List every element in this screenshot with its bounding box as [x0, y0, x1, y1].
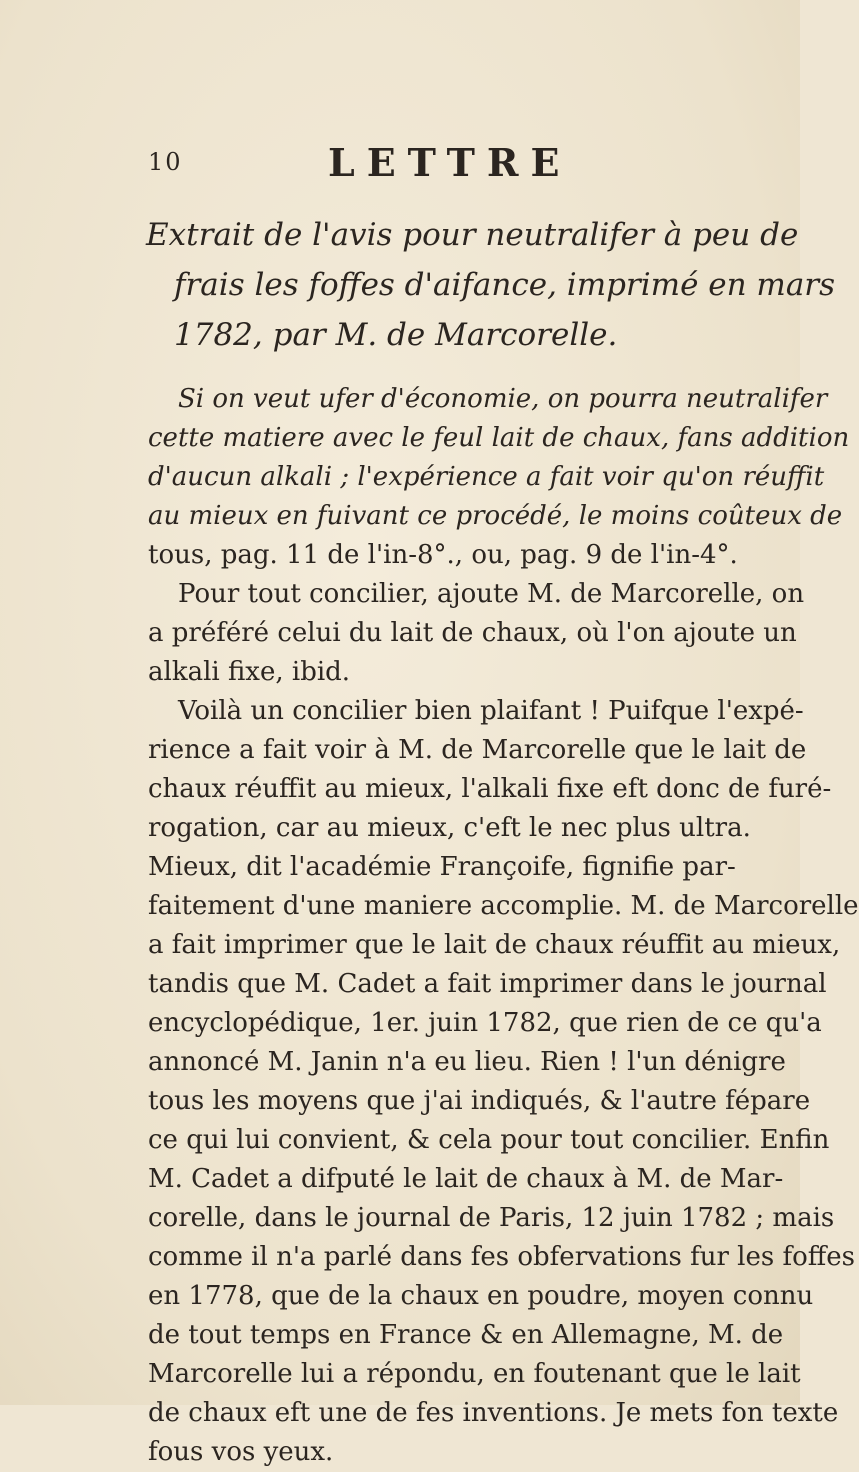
extract-heading	[146, 210, 836, 360]
page-header	[148, 140, 748, 190]
text-line: en 1778, que de la chaux en poudre, moyen connu	[148, 1281, 814, 1311]
text-line: au mieux en fuivant ce procédé, le moins coûteux de	[148, 501, 843, 531]
text-line: de tout temps en France & en Allemagne, M. de	[148, 1320, 784, 1350]
text-line: de chaux eft une de fes inventions. Je mets fon texte	[148, 1398, 839, 1428]
extract-heading-line: Extrait de l'avis pour neutralifer à peu de	[146, 217, 799, 253]
text-line: tous, pag. 11 de l'in-8°., ou, pag. 9 de l'in-4°.	[148, 540, 738, 570]
text-line: ce qui lui convient, & cela pour tout concilier. Enfin	[148, 1125, 830, 1155]
text-line: tandis que M. Cadet a fait imprimer dans le journal	[148, 969, 827, 999]
text-line: corelle, dans le journal de Paris, 12 juin 1782 ; mais	[148, 1203, 835, 1233]
text-line: Voilà un concilier bien plaifant ! Puifque l'expé-	[178, 696, 804, 726]
text-line: encyclopédique, 1er. juin 1782, que rien de ce qu'a	[148, 1008, 822, 1038]
text-line: Si on veut ufer d'économie, on pourra neutralifer	[178, 384, 828, 414]
text-line: a préféré celui du lait de chaux, où l'on ajoute un	[148, 618, 797, 648]
text-line: comme il n'a parlé dans fes obfervations fur les foffes	[148, 1242, 855, 1272]
text-line: d'aucun alkali ; l'expérience a fait voir qu'on réuffit	[148, 462, 825, 492]
running-title: LETTRE	[328, 140, 572, 185]
text-line: M. Cadet a difputé le lait de chaux à M. de Mar-	[148, 1164, 784, 1194]
text-line: tous les moyens que j'ai indiqués, & l'autre fépare	[148, 1086, 811, 1116]
text-line: Pour tout concilier, ajoute M. de Marcorelle, on	[178, 579, 805, 609]
text-line: a fait imprimer que le lait de chaux réuffit au mieux,	[148, 930, 841, 960]
extract-heading-line: 1782, par M. de Marcorelle.	[174, 317, 618, 353]
text-line: cette matiere avec le feul lait de chaux, fans addition	[148, 423, 850, 453]
text-line: annoncé M. Janin n'a eu lieu. Rien ! l'un dénigre	[148, 1047, 786, 1077]
text-line: fous vos yeux.	[148, 1437, 334, 1467]
page-number: 10	[148, 148, 183, 176]
text-line: rience a fait voir à M. de Marcorelle que le lait de	[148, 735, 807, 765]
text-line: faitement d'une maniere accomplie. M. de Marcorelle	[148, 891, 859, 921]
extract-heading-line: frais les foffes d'aifance, imprimé en mars	[174, 267, 836, 303]
text-line: chaux réuffit au mieux, l'alkali fixe eft donc de furé-	[148, 774, 832, 804]
text-line: Mieux, dit l'académie Françoife, fignifie par-	[148, 852, 736, 882]
text-line: rogation, car au mieux, c'eft le nec plus ultra.	[148, 813, 751, 843]
text-line: Marcorelle lui a répondu, en foutenant que le lait	[148, 1359, 801, 1389]
body-text	[148, 380, 859, 1472]
text-line: alkali fixe, ibid.	[148, 657, 351, 687]
